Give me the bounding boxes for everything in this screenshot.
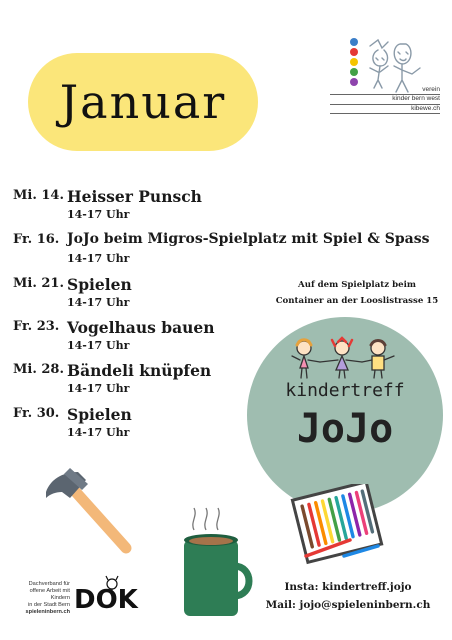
- logo-line: verein: [330, 86, 440, 95]
- event-time: 14-17 Uhr: [67, 339, 130, 352]
- colored-pencils-icon: [288, 484, 388, 568]
- logo-line: kibewe.ch: [330, 105, 440, 114]
- event-time: 14-17 Uhr: [67, 252, 130, 265]
- dok-logo-icon: [72, 574, 142, 618]
- event-title: Spielen: [67, 275, 132, 294]
- event-day: Mi. 21.: [13, 276, 64, 291]
- location-line: Container an der Looslistrasse 15: [275, 296, 439, 306]
- contact-block: [258, 578, 438, 614]
- dok-line: in der Stadt Bern: [28, 602, 70, 608]
- dok-line: Dachverband für: [28, 581, 70, 587]
- dok-line: offene Arbeit mit Kindern: [29, 588, 70, 601]
- logo-caption: [330, 86, 440, 114]
- event-title: Bändeli knüpfen: [67, 361, 212, 380]
- dok-line: spieleninbern.ch: [25, 609, 70, 615]
- location-note: [272, 277, 442, 309]
- event-day: Fr. 23.: [13, 319, 60, 334]
- page-title: Januar: [59, 75, 227, 129]
- instagram-handle: Insta: kindertreff.jojo: [284, 581, 412, 593]
- kindertreff-label: kindertreff: [285, 380, 405, 401]
- event-title: Vogelhaus bauen: [67, 318, 215, 337]
- event-time: 14-17 Uhr: [67, 426, 130, 439]
- dok-caption: [14, 581, 70, 616]
- title-pill: [28, 53, 258, 151]
- event-time: 14-17 Uhr: [67, 208, 130, 221]
- jojo-label: JoJo: [296, 406, 394, 452]
- event-time: 14-17 Uhr: [67, 382, 130, 395]
- dok-logo-text: DOK: [74, 585, 138, 615]
- event-title: Spielen: [67, 405, 132, 424]
- event-time: 14-17 Uhr: [67, 296, 130, 309]
- email-address: Mail: jojo@spieleninbern.ch: [265, 599, 431, 611]
- location-line: Auf dem Spielplatz beim: [298, 280, 416, 290]
- mug-icon: [176, 500, 260, 618]
- children-icon: [286, 334, 406, 380]
- event-title: Heisser Punsch: [67, 187, 202, 206]
- event-day: Mi. 28.: [13, 362, 64, 377]
- event-day: Fr. 30.: [13, 406, 60, 421]
- event-day: Mi. 14.: [13, 188, 64, 203]
- hammer-icon: [40, 464, 138, 560]
- event-title: JoJo beim Migros-Spielplatz mit Spiel & Spass: [67, 231, 430, 247]
- logo-line: kinder bern west: [330, 95, 440, 104]
- event-day: Fr. 16.: [13, 232, 60, 247]
